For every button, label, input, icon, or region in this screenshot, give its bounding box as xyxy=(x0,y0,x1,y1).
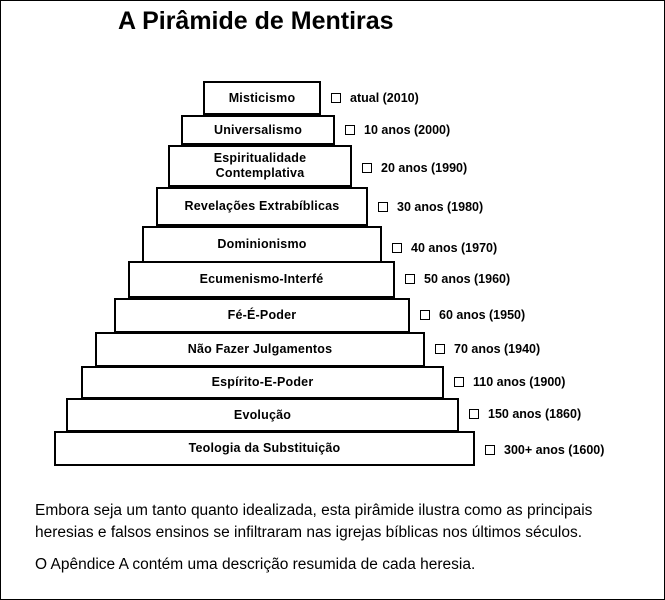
checkbox-icon xyxy=(405,274,415,284)
page-title: A Pirâmide de Mentiras xyxy=(118,7,394,35)
tier-period-label: 10 anos (2000) xyxy=(364,123,451,137)
tier-box: Misticismo xyxy=(203,81,321,115)
tier-period xyxy=(485,443,604,457)
tier-period xyxy=(420,308,525,322)
tier-period-label: 70 anos (1940) xyxy=(454,342,541,356)
tier-box: Evolução xyxy=(66,398,459,432)
tier-period xyxy=(331,91,419,105)
tier-box: Dominionismo xyxy=(142,226,382,263)
tier-period-label: 20 anos (1990) xyxy=(381,161,468,175)
tier-box: Revelações Extrabíblicas xyxy=(156,187,368,226)
checkbox-icon xyxy=(469,409,479,419)
tier-period-label: 30 anos (1980) xyxy=(397,200,484,214)
tier-period-label: 150 anos (1860) xyxy=(488,407,582,421)
tier-box: Não Fazer Julgamentos xyxy=(95,332,425,367)
checkbox-icon xyxy=(420,310,430,320)
tier-box: Espiritualidade Contemplativa xyxy=(168,145,352,187)
checkbox-icon xyxy=(362,163,372,173)
tier-period xyxy=(435,342,540,356)
tier-box: Espírito-E-Poder xyxy=(81,366,444,399)
tier-period-label: 300+ anos (1600) xyxy=(504,443,605,457)
checkbox-icon xyxy=(392,243,402,253)
tier-period xyxy=(345,123,450,137)
tier-period xyxy=(469,407,581,421)
tier-box: Fé-É-Poder xyxy=(114,298,410,333)
checkbox-icon xyxy=(345,125,355,135)
appendix-note: O Apêndice A contém uma descrição resumida de cada heresia. xyxy=(35,556,476,573)
tier-period-label: atual (2010) xyxy=(350,91,419,105)
tier-period xyxy=(392,241,497,255)
tier-period xyxy=(405,272,510,286)
tier-period-label: 60 anos (1950) xyxy=(439,308,526,322)
description-paragraph: Embora seja um tanto quanto idealizada, esta pirâmide ilustra como as principais heresias e falsos ensinos se infiltraram nas igrejas bíblicas nos últimos séculos. xyxy=(35,502,593,541)
checkbox-icon xyxy=(485,445,495,455)
checkbox-icon xyxy=(331,93,341,103)
tier-box: Universalismo xyxy=(181,115,335,145)
tier-box: Teologia da Substituição xyxy=(54,431,475,466)
checkbox-icon xyxy=(435,344,445,354)
tier-period-label: 50 anos (1960) xyxy=(424,272,511,286)
tier-period xyxy=(362,161,467,175)
tier-period xyxy=(454,375,565,389)
tier-period-label: 40 anos (1970) xyxy=(411,241,498,255)
tier-period-label: 110 anos (1900) xyxy=(473,375,566,389)
checkbox-icon xyxy=(454,377,464,387)
tier-period xyxy=(378,200,483,214)
checkbox-icon xyxy=(378,202,388,212)
tier-box: Ecumenismo-Interfé xyxy=(128,261,395,298)
